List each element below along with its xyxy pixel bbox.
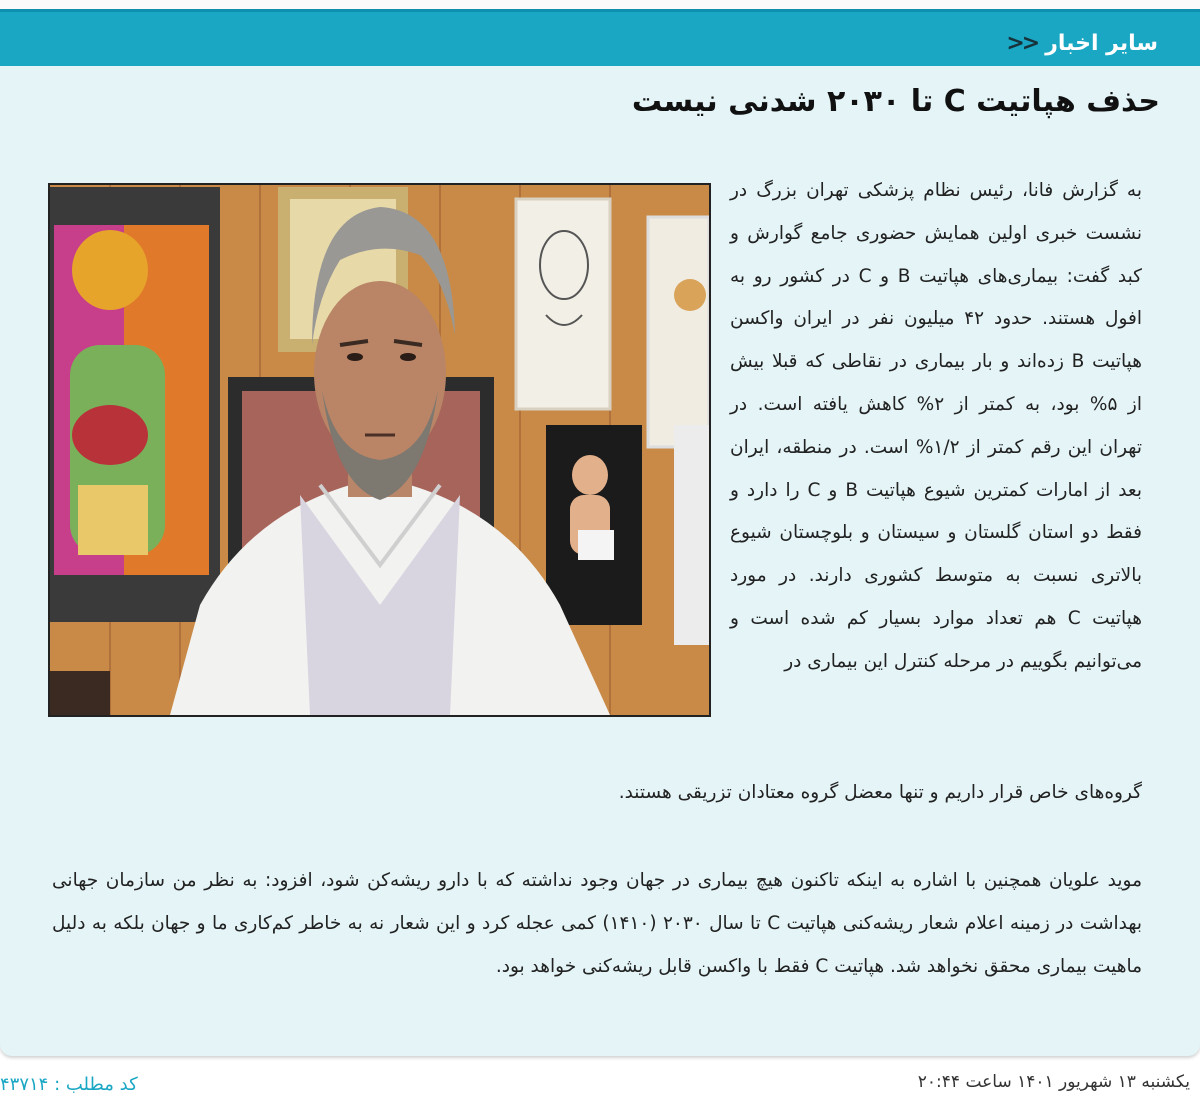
publish-date: یکشنبه ۱۳ شهریور ۱۴۰۱ ساعت ۲۰:۴۴ — [917, 1072, 1190, 1092]
article-headline: حذف هپاتیت C تا ۲۰۳۰ شدنی نیست — [631, 84, 1160, 119]
article-paragraph-1-tail: گروه‌های خاص قرار داریم و تنها معضل گروه معتادان تزریقی هستند. — [618, 782, 1142, 803]
double-chevron-left-icon: << — [1006, 30, 1038, 56]
article-paragraph-1: به گزارش فانا، رئیس نظام پزشکی تهران بزرگ در نشست خبری اولین همایش حضوری جامع گوارش و کبد گفت: بیماری‌های هپاتیت B و C در کشور رو به افول هستند. حدود ۴۲ میلیون نفر در ایران واکسن هپاتیت B زده‌اند و بار بیماری در نقاطی که قبلا بیش از ۵% بود، به کمتر از ۲% کاهش یافته است. در تهران این رقم کمتر از ۱/۲% است. در منطقه، ایران بعد از امارات کمترین شیوع هپاتیت B و C را دارد و فقط دو استان گلستان و سیستان و بلوچستان شیوع بالاتری نسبت به متوسط کشوری دارند. در مورد هپاتیت C هم تعداد موارد بسیار کم شده است و می‌توانیم بگوییم در مرحله کنترل این بیماری در — [730, 180, 1142, 672]
article-code: کد مطلب : ۴۳۷۱۴ — [0, 1074, 138, 1095]
top-strip — [0, 0, 1200, 9]
article-paragraph-2: موید علویان همچنین با اشاره به اینکه تاکنون هیچ بیماری در جهان وجود نداشته که با دارو ریشه‌کن شود، افزود: به نظر من سازمان جهانی بهداشت در زمینه اعلام شعار ریشه‌کنی هپاتیت C تا سال ۲۰۳۰ (۱۴۱۰) کمی عجله کرد و این شعار نه به خاطر کم‌کاری ما و جهان بلکه به دلیل ماهیت بیماری محقق نخواهد شد. هپاتیت C فقط با واکسن قابل ریشه‌کنی خواهد بود. — [52, 870, 1142, 977]
article-photo — [48, 183, 711, 717]
section-header — [0, 9, 1200, 66]
section-header-link[interactable] — [1006, 26, 1158, 60]
section-title[interactable]: سایر اخبار — [1045, 30, 1158, 56]
photo-illustration — [50, 185, 709, 715]
